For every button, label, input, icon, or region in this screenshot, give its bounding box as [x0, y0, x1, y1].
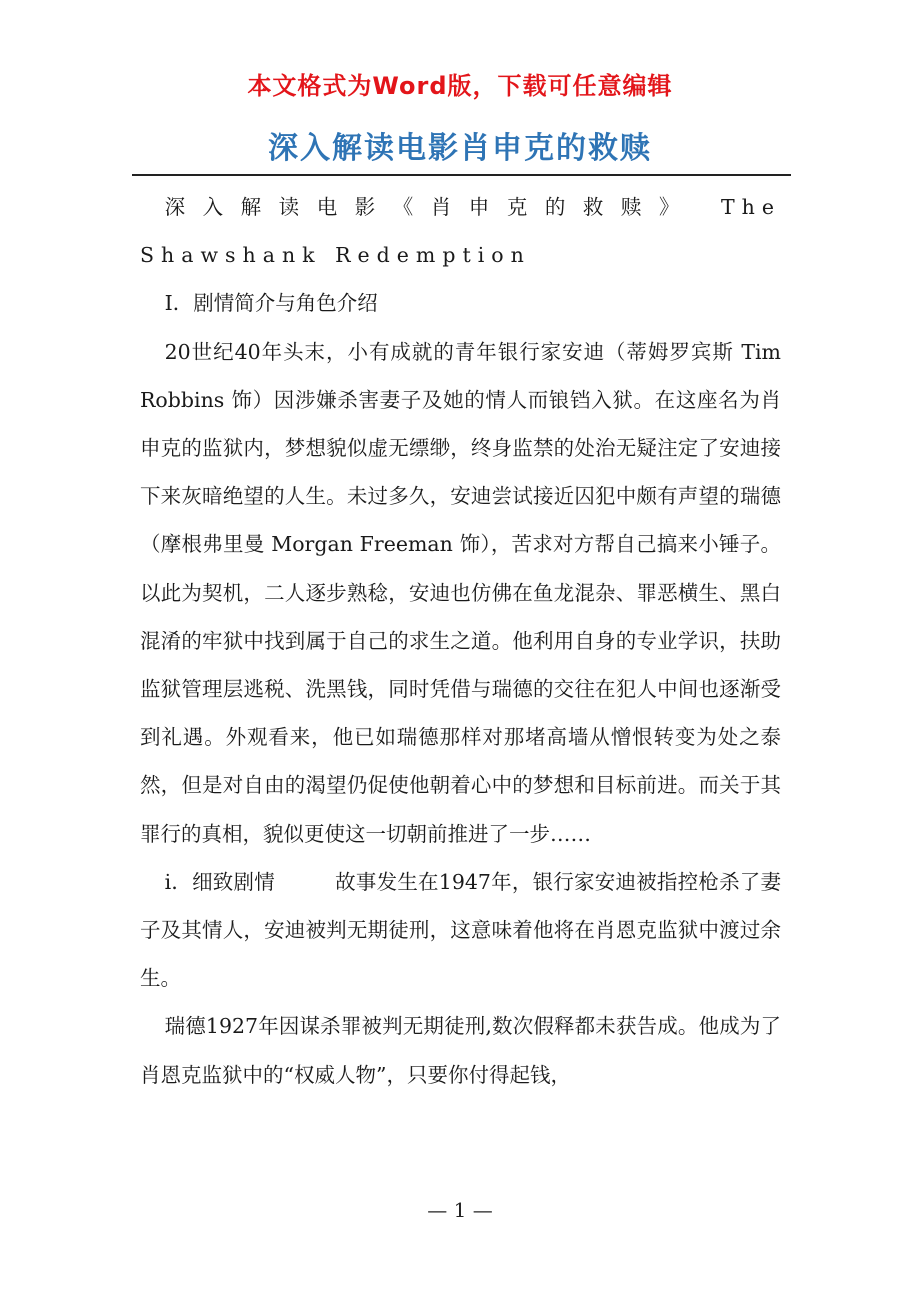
detail-paragraph	[140, 858, 781, 1003]
synopsis-paragraph: 20世纪40年头末，小有成就的青年银行家安迪（蒂姆罗宾斯 Tim Robbins 饰）因涉嫌杀害妻子及她的情人而锒铛入狱。在这座名为肖申克的监狱内，梦想貌似虚无缥缈，终身监禁的处治无疑注定了安迪接下来灰暗绝望的人生。未过多久，安迪尝试接近囚犯中颇有声望的瑞德（摩根弗里曼 Morgan Freeman 饰），苦求对方帮自己搞来小锤子。以此为契机，二人逐步熟稔，安迪也仿佛在鱼龙混杂、罪恶横生、黑白混淆的牢狱中找到属于自己的求生之道。他利用自身的专业学识，扶助监狱管理层逃税、洗黑钱，同时凭借与瑞德的交往在犯人中间也逐渐受到礼遇。外观看来，他已如瑞德那样对那堵高墙从憎恨转变为处之泰然，但是对自由的渴望仍促使他朝着心中的梦想和目标前进。而关于其罪行的真相，貌似更使这一切朝前推进了一步……	[140, 339, 781, 846]
intro-paragraph: 深入解读电影《肖申克的救赎》 The Shawshank Redemption	[140, 195, 781, 268]
title-divider	[132, 174, 791, 176]
document-title: 深入解读电影肖申克的救赎	[268, 131, 652, 166]
section-heading: I．剧情简介与角色介绍	[164, 291, 378, 316]
document-body	[140, 183, 781, 1099]
page-number: — 1 —	[427, 1198, 493, 1222]
subsection-text: 故事发生在1947年，银行家安迪被指控枪杀了妻子及其情人，安迪被判无期徒刑，这意味着他将在肖恩克监狱中渡过余生。	[140, 869, 782, 991]
download-banner: 本文格式为Word版，下载可任意编辑	[247, 72, 673, 100]
subsection-label: i．细致剧情	[164, 869, 275, 894]
red-paragraph: 瑞德1927年因谋杀罪被判无期徒刑,数次假释都未获告成。他成为了肖恩克监狱中的“权威人物”，只要你付得起钱，	[140, 1014, 781, 1087]
